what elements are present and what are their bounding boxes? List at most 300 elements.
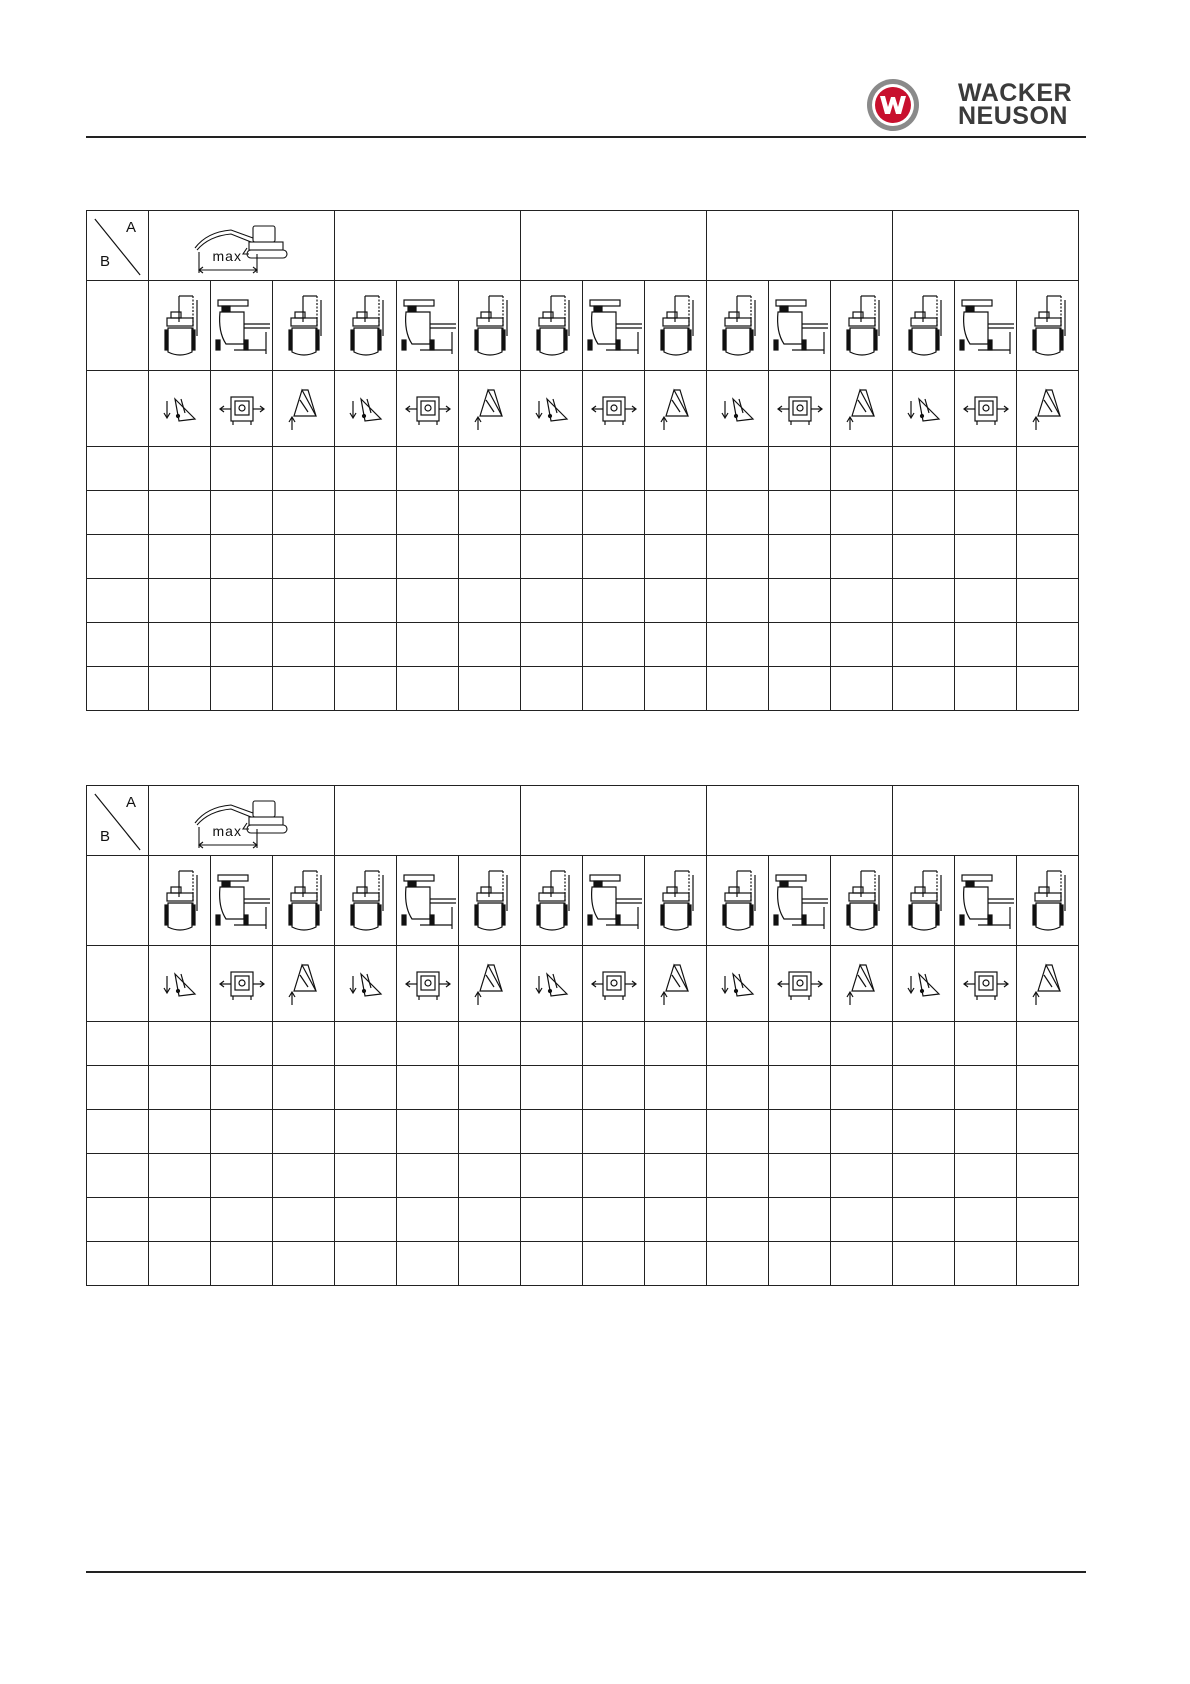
position-cell	[335, 856, 397, 946]
table-cell	[831, 1110, 893, 1154]
table-cell	[521, 1110, 583, 1154]
direction-cell	[149, 946, 211, 1022]
brand-logo-mark-icon	[866, 78, 920, 132]
table-row	[87, 667, 1079, 711]
table-cell	[769, 1022, 831, 1066]
table-cell	[459, 1066, 521, 1110]
table-cell	[521, 1198, 583, 1242]
table-cell	[583, 579, 645, 623]
front-view-height-icon	[1025, 292, 1071, 360]
table-cell	[521, 667, 583, 711]
table-cell	[521, 1022, 583, 1066]
table-cell	[831, 1198, 893, 1242]
table-cell	[149, 667, 211, 711]
table-cell	[769, 1066, 831, 1110]
table-cell	[211, 1154, 273, 1198]
table-cell	[955, 1022, 1017, 1066]
position-cell	[707, 856, 769, 946]
table-cell	[645, 667, 707, 711]
row-label-cell	[87, 856, 149, 946]
load-lateral-icon	[963, 966, 1009, 1002]
table-row	[87, 623, 1079, 667]
front-view-height-icon	[653, 292, 699, 360]
load-up-rear-icon	[658, 961, 694, 1007]
table-cell	[211, 667, 273, 711]
load-up-rear-icon	[1030, 386, 1066, 432]
position-cell	[583, 856, 645, 946]
table-cell	[769, 447, 831, 491]
table-header-row	[87, 211, 1079, 281]
table-cell	[583, 1154, 645, 1198]
table-cell	[273, 535, 335, 579]
load-down-front-icon	[905, 391, 943, 427]
table-cell	[707, 535, 769, 579]
table-cell	[707, 623, 769, 667]
table-cell	[149, 1066, 211, 1110]
position-cell	[1017, 281, 1079, 371]
position-cell	[211, 856, 273, 946]
load-lateral-icon	[219, 966, 265, 1002]
table-cell	[397, 535, 459, 579]
front-view-height-icon	[281, 292, 327, 360]
table-cell	[1017, 491, 1079, 535]
table-cell	[955, 1242, 1017, 1286]
load-lateral-icon	[219, 391, 265, 427]
load-lateral-icon	[777, 966, 823, 1002]
table-cell	[149, 491, 211, 535]
front-view-height-icon	[715, 867, 761, 935]
table-cell	[955, 623, 1017, 667]
group-header-cell	[521, 211, 707, 281]
table-cell	[893, 623, 955, 667]
direction-cell	[831, 371, 893, 447]
side-view-reach-icon	[398, 867, 458, 935]
front-view-height-icon	[901, 292, 947, 360]
table-cell	[769, 491, 831, 535]
position-cell	[707, 281, 769, 371]
table-cell	[893, 1242, 955, 1286]
table-row	[87, 1198, 1079, 1242]
load-down-front-icon	[347, 966, 385, 1002]
table-cell	[893, 1198, 955, 1242]
table-cell	[273, 1198, 335, 1242]
table-cell	[645, 1022, 707, 1066]
table-cell	[273, 1066, 335, 1110]
table-cell	[459, 623, 521, 667]
table-cell	[397, 623, 459, 667]
table-cell	[707, 1198, 769, 1242]
table-cell	[645, 623, 707, 667]
table-cell	[893, 579, 955, 623]
table-cell	[893, 1022, 955, 1066]
load-lateral-icon	[405, 966, 451, 1002]
table-cell	[273, 447, 335, 491]
table-cell	[645, 447, 707, 491]
table-cell	[1017, 1110, 1079, 1154]
position-cell	[521, 856, 583, 946]
direction-cell	[459, 946, 521, 1022]
table-cell	[335, 535, 397, 579]
group-header-cell	[335, 211, 521, 281]
table-cell	[831, 535, 893, 579]
front-view-height-icon	[1025, 867, 1071, 935]
position-cell	[397, 281, 459, 371]
front-view-height-icon	[343, 867, 389, 935]
table-cell	[335, 1110, 397, 1154]
direction-cell	[707, 946, 769, 1022]
table-cell	[521, 491, 583, 535]
load-capacity-table	[86, 785, 1079, 1286]
side-view-reach-icon	[956, 867, 1016, 935]
direction-cell	[645, 946, 707, 1022]
table-row	[87, 535, 1079, 579]
table-cell	[645, 535, 707, 579]
direction-cell	[645, 371, 707, 447]
position-cell	[459, 281, 521, 371]
table-cell	[955, 447, 1017, 491]
position-cell	[273, 281, 335, 371]
side-view-reach-icon	[398, 292, 458, 360]
direction-cell	[149, 371, 211, 447]
table-cell	[211, 1022, 273, 1066]
direction-cell	[831, 946, 893, 1022]
front-view-height-icon	[281, 867, 327, 935]
table-cell	[149, 579, 211, 623]
load-down-front-icon	[347, 391, 385, 427]
load-lateral-icon	[963, 391, 1009, 427]
table-cell	[645, 1242, 707, 1286]
table-cell	[583, 1110, 645, 1154]
table-cell	[831, 1242, 893, 1286]
excavator-reach-icon	[187, 218, 297, 274]
position-cell	[273, 856, 335, 946]
position-cell	[149, 856, 211, 946]
direction-cell	[273, 371, 335, 447]
direction-cell	[397, 946, 459, 1022]
table-header-row	[87, 786, 1079, 856]
group-header-cell	[707, 786, 893, 856]
diagonal-divider	[87, 786, 148, 855]
front-view-height-icon	[839, 867, 885, 935]
table-cell	[707, 1066, 769, 1110]
front-view-height-icon	[529, 867, 575, 935]
table-cell	[335, 447, 397, 491]
row-label-cell	[87, 371, 149, 447]
header-divider	[86, 136, 1086, 138]
table-cell	[583, 447, 645, 491]
table-cell	[335, 623, 397, 667]
position-cell	[211, 281, 273, 371]
brand-logo	[866, 78, 1088, 134]
table-cell	[645, 1198, 707, 1242]
direction-cell	[459, 371, 521, 447]
row-label-cell	[87, 946, 149, 1022]
table-cell	[335, 1022, 397, 1066]
table-cell	[583, 623, 645, 667]
table-cell	[211, 447, 273, 491]
corner-label-b: B	[100, 253, 111, 270]
row-label-cell	[87, 1066, 149, 1110]
table-cell	[831, 1154, 893, 1198]
table-cell	[211, 535, 273, 579]
group-header-cell	[521, 786, 707, 856]
direction-cell	[211, 371, 273, 447]
table-cell	[397, 1066, 459, 1110]
direction-cell	[893, 371, 955, 447]
corner-cell	[87, 211, 149, 281]
direction-icon-row	[87, 371, 1079, 447]
table-cell	[831, 1066, 893, 1110]
side-view-reach-icon	[212, 292, 272, 360]
front-view-height-icon	[157, 867, 203, 935]
table-cell	[769, 535, 831, 579]
table-cell	[893, 447, 955, 491]
row-label-cell	[87, 1242, 149, 1286]
front-view-height-icon	[157, 292, 203, 360]
position-cell	[955, 856, 1017, 946]
position-cell	[645, 281, 707, 371]
table-cell	[955, 1154, 1017, 1198]
load-lateral-icon	[405, 391, 451, 427]
table-cell	[521, 579, 583, 623]
front-view-height-icon	[901, 867, 947, 935]
direction-cell	[397, 371, 459, 447]
load-capacity-table	[86, 210, 1079, 711]
table-cell	[1017, 535, 1079, 579]
table-cell	[521, 1066, 583, 1110]
table-cell	[459, 667, 521, 711]
position-cell	[831, 856, 893, 946]
side-view-reach-icon	[212, 867, 272, 935]
table-cell	[335, 1154, 397, 1198]
corner-label-a: A	[125, 219, 136, 236]
table-cell	[1017, 447, 1079, 491]
position-cell	[645, 856, 707, 946]
table-cell	[707, 447, 769, 491]
front-view-height-icon	[467, 292, 513, 360]
table-row	[87, 1110, 1079, 1154]
table-cell	[893, 1110, 955, 1154]
table-cell	[1017, 579, 1079, 623]
group-header-cell	[707, 211, 893, 281]
position-cell	[769, 856, 831, 946]
load-down-front-icon	[719, 966, 757, 1002]
direction-cell	[521, 371, 583, 447]
table-cell	[459, 535, 521, 579]
direction-cell	[335, 946, 397, 1022]
side-view-reach-icon	[770, 292, 830, 360]
position-cell	[1017, 856, 1079, 946]
group-header-cell	[893, 211, 1079, 281]
table-cell	[769, 1198, 831, 1242]
brand-line1: WACKER	[958, 79, 1073, 107]
table-cell	[149, 1110, 211, 1154]
table-cell	[335, 1066, 397, 1110]
direction-cell	[521, 946, 583, 1022]
position-cell	[893, 856, 955, 946]
table-cell	[583, 1066, 645, 1110]
table-cell	[211, 1242, 273, 1286]
table-cell	[273, 623, 335, 667]
load-down-front-icon	[905, 966, 943, 1002]
table-cell	[769, 667, 831, 711]
table-cell	[583, 491, 645, 535]
table-cell	[645, 579, 707, 623]
table-cell	[521, 1242, 583, 1286]
table-cell	[397, 1242, 459, 1286]
row-label-cell	[87, 535, 149, 579]
direction-cell	[583, 371, 645, 447]
table-cell	[149, 1242, 211, 1286]
brand-line2: NEUSON	[958, 102, 1068, 130]
side-view-reach-icon	[584, 867, 644, 935]
direction-cell	[273, 946, 335, 1022]
table-cell	[707, 491, 769, 535]
position-cell	[583, 281, 645, 371]
direction-cell	[1017, 371, 1079, 447]
position-icon-row	[87, 281, 1079, 371]
position-cell	[397, 856, 459, 946]
table-cell	[583, 1242, 645, 1286]
load-lateral-icon	[591, 391, 637, 427]
position-cell	[955, 281, 1017, 371]
direction-cell	[955, 371, 1017, 447]
front-view-height-icon	[715, 292, 761, 360]
table-cell	[459, 491, 521, 535]
table-cell	[211, 1066, 273, 1110]
table-row	[87, 491, 1079, 535]
table-cell	[769, 1154, 831, 1198]
row-label-cell	[87, 281, 149, 371]
table-cell	[211, 623, 273, 667]
table-row	[87, 1154, 1079, 1198]
table-cell	[955, 1198, 1017, 1242]
table-cell	[645, 491, 707, 535]
table-cell	[397, 491, 459, 535]
table-cell	[273, 1110, 335, 1154]
table-row	[87, 1022, 1079, 1066]
table-cell	[521, 1154, 583, 1198]
table-cell	[273, 579, 335, 623]
table-cell	[583, 535, 645, 579]
row-label-cell	[87, 491, 149, 535]
table-cell	[335, 491, 397, 535]
load-lateral-icon	[591, 966, 637, 1002]
row-label-cell	[87, 447, 149, 491]
table-cell	[459, 1242, 521, 1286]
table-cell	[273, 667, 335, 711]
table-cell	[459, 579, 521, 623]
table-cell	[707, 1110, 769, 1154]
table-cell	[459, 1198, 521, 1242]
position-icon-row	[87, 856, 1079, 946]
position-cell	[831, 281, 893, 371]
table-cell	[831, 447, 893, 491]
table-cell	[335, 667, 397, 711]
table-cell	[1017, 1242, 1079, 1286]
front-view-height-icon	[343, 292, 389, 360]
table-cell	[459, 1022, 521, 1066]
row-label-cell	[87, 667, 149, 711]
table-cell	[211, 1198, 273, 1242]
table-row	[87, 447, 1079, 491]
load-up-rear-icon	[1030, 961, 1066, 1007]
row-label-cell	[87, 579, 149, 623]
table-cell	[149, 1022, 211, 1066]
corner-cell	[87, 786, 149, 856]
side-view-reach-icon	[770, 867, 830, 935]
table-cell	[335, 1198, 397, 1242]
table-cell	[583, 667, 645, 711]
table-cell	[397, 1022, 459, 1066]
table-cell	[769, 1110, 831, 1154]
load-lateral-icon	[777, 391, 823, 427]
direction-cell	[583, 946, 645, 1022]
table-cell	[707, 579, 769, 623]
table-cell	[1017, 1066, 1079, 1110]
table-cell	[211, 491, 273, 535]
table-cell	[397, 1110, 459, 1154]
table-cell	[707, 1022, 769, 1066]
table-cell	[459, 1154, 521, 1198]
table-cell	[955, 1066, 1017, 1110]
group-header-cell	[893, 786, 1079, 856]
table-cell	[893, 535, 955, 579]
footer-divider	[86, 1571, 1086, 1573]
table-row	[87, 1066, 1079, 1110]
table-cell	[645, 1154, 707, 1198]
table-cell	[955, 579, 1017, 623]
position-cell	[893, 281, 955, 371]
table-cell	[583, 1198, 645, 1242]
table-row	[87, 579, 1079, 623]
direction-cell	[893, 946, 955, 1022]
table-cell	[893, 1154, 955, 1198]
table-cell	[149, 535, 211, 579]
direction-icon-row	[87, 946, 1079, 1022]
table-cell	[1017, 623, 1079, 667]
diagonal-divider	[87, 211, 148, 280]
reach-label: max	[212, 822, 242, 839]
table-cell	[893, 1066, 955, 1110]
load-down-front-icon	[533, 966, 571, 1002]
table-cell	[893, 491, 955, 535]
side-view-reach-icon	[956, 292, 1016, 360]
table-cell	[397, 447, 459, 491]
table-cell	[335, 1242, 397, 1286]
table-cell	[149, 623, 211, 667]
table-cell	[273, 491, 335, 535]
table-cell	[707, 667, 769, 711]
table-cell	[645, 1066, 707, 1110]
load-down-front-icon	[161, 966, 199, 1002]
table-cell	[521, 535, 583, 579]
row-label-cell	[87, 1154, 149, 1198]
direction-cell	[335, 371, 397, 447]
table-cell	[583, 1022, 645, 1066]
load-down-front-icon	[719, 391, 757, 427]
direction-cell	[707, 371, 769, 447]
side-view-reach-icon	[584, 292, 644, 360]
table-cell	[1017, 1198, 1079, 1242]
table-cell	[955, 667, 1017, 711]
table-cell	[831, 579, 893, 623]
table-cell	[831, 491, 893, 535]
table-cell	[459, 447, 521, 491]
row-label-cell	[87, 1022, 149, 1066]
table-cell	[707, 1154, 769, 1198]
direction-cell	[1017, 946, 1079, 1022]
